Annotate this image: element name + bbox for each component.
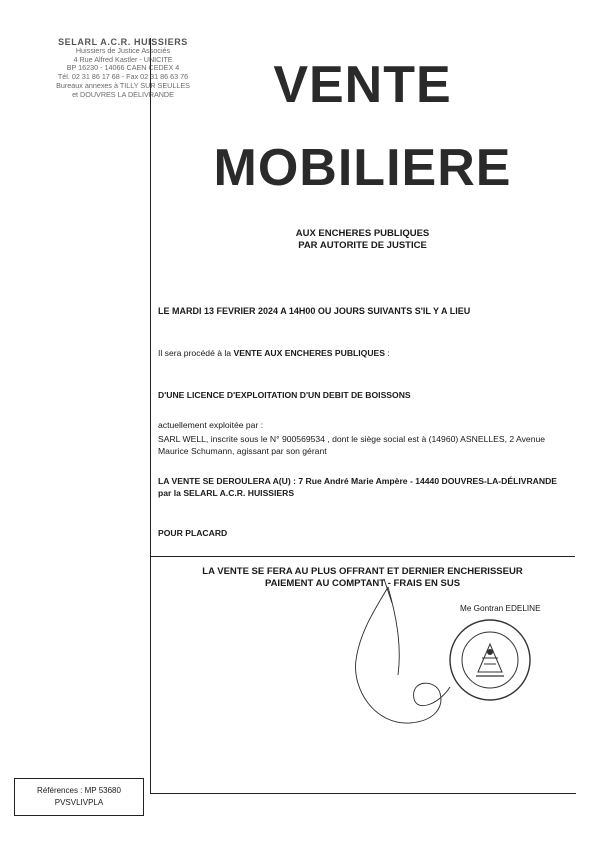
exploited-by: actuellement exploitée par : [158,420,264,430]
handwritten-signature [340,575,460,735]
licence-heading: D'UNE LICENCE D'EXPLOITATION D'UN DEBIT DE BOISSONS [158,390,411,400]
stamp-line: 4 Rue Alfred Kastler - UNICITE [73,54,173,64]
placard-label: POUR PLACARD [158,528,228,538]
subtitle [150,228,575,252]
intro-suffix: : [385,348,390,358]
references-box [14,778,144,816]
subtitle-line-2: PAR AUTORITE DE JUSTICE [298,240,427,251]
intro-paragraph [158,348,568,360]
title-vente: VENTE [273,56,452,114]
conditions-line-1: LA VENTE SE FERA AU PLUS OFFRANT ET DERNIER ENCHERISSEUR [202,566,523,577]
stamp-line: BP 16230 - 14066 CAEN CEDEX 4 [66,63,180,73]
sale-date: LE MARDI 13 FEVRIER 2024 A 14H00 OU JOURS SUIVANTS S'IL Y A LIEU [158,306,471,316]
title-mobiliere: MOBILIERE [213,139,512,197]
section-divider [150,556,575,557]
intro-prefix: Il sera procédé à la [158,348,234,358]
company-details: SARL WELL, inscrite sous le N° 900569534 , dont le siège social est à (14960) ASNELLES, 2 Avenue Maurice Schumann, agissant par son gérant [158,434,546,456]
signer-name: Me Gontran EDELINE [460,604,541,613]
stamp-line: et DOUVRES LA DELIVRANDE [72,89,174,99]
references-line-1: Références : MP 53680 [37,786,121,795]
stamp-line: Huissiers de Justice Associés [75,45,171,55]
sale-location: LA VENTE SE DEROULERA A(U) : 7 Rue André Marie Ampère - 14440 DOUVRES-LA-DÉLIVRANDE par la SELARL A.C.R. HUISSIERS [158,476,558,498]
stamp-line: Tél. 02 31 86 17 68 - Fax 02 31 86 63 76 [57,72,189,82]
official-seal-icon [448,618,532,702]
references-line-2: PVSVLIVPLA [54,798,104,807]
stamp-line: Bureaux annexes à TILLY SUR SEULLES [56,80,190,90]
subtitle-line-1: AUX ENCHERES PUBLIQUES [295,228,430,239]
conditions-line-2: PAIEMENT AU COMPTANT - FRAIS EN SUS [264,578,461,589]
intro-emphasis: VENTE AUX ENCHERES PUBLIQUES [233,348,386,358]
stamp-title: SELARL A.C.R. HUISSIERS [58,37,188,47]
